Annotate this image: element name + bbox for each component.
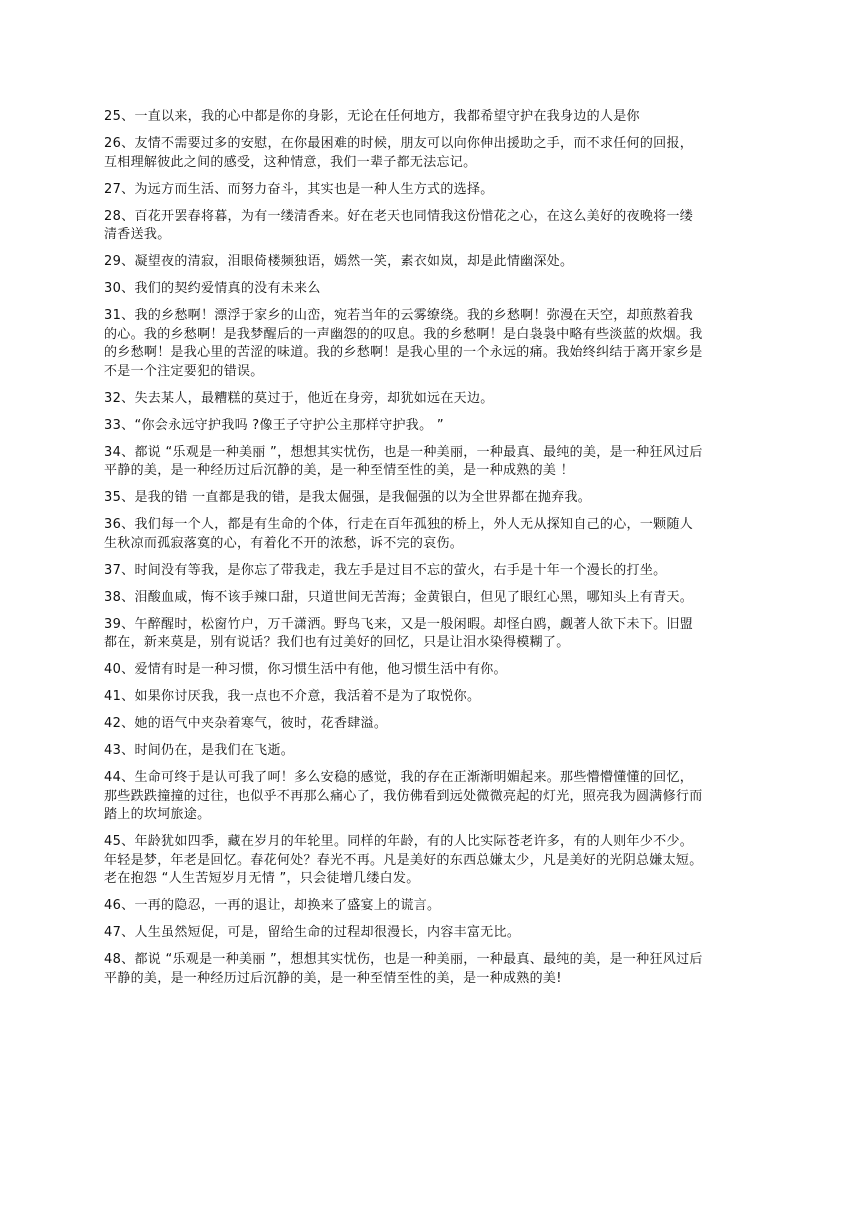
quote-entry: 46、一再的隐忍，一再的退让，却换来了盛宴上的谎言。 — [104, 898, 441, 913]
quote-entry: 27、为远方而生活、而努力奋斗，其实也是一种人生方式的选择。 — [104, 181, 494, 197]
document-body — [104, 108, 704, 997]
quote-entry: 29、凝望夜的清寂，泪眼倚楼频独语，嫣然一笑，素衣如岚，却是此情幽深处。 — [104, 254, 574, 269]
quote-entry: 48、都说 “乐观是一种美丽 ”，想想其实忧伤，也是一种美丽，一种最真、最纯的美，是一种狂风过后平静的美，是一种经历过后沉静的美，是一种至情至性的美，是一种成熟的美! — [104, 952, 703, 986]
quote-entry: 35、是我的错 一直都是我的错，是我太倔强，是我倔强的以为全世界都在抛弃我。 — [104, 490, 592, 505]
quote-entry: 30、我们的契约爱情真的没有未来么 — [104, 281, 321, 296]
quote-entry: 34、都说 “乐观是一种美丽 ”，想想其实忧伤，也是一种美丽，一种最真、最纯的美，是一种狂风过后平静的美，是一种经历过后沉静的美，是一种至情至性的美，是一种成熟的美 ！ — [104, 444, 703, 478]
quote-entry: 39、午醉醒时，松窗竹户，万千潇洒。野鸟飞来，又是一般闲暇。却怪白鸥，觑著人欲下未下。旧盟都在，新来莫是，别有说话？我们也有过美好的回忆，只是让泪水染得模糊了。 — [104, 616, 694, 650]
quote-entry: 32、失去某人，最糟糕的莫过于，他近在身旁，却犹如远在天边。 — [104, 390, 494, 406]
quote-entry: 42、她的语气中夹杂着寒气，彼时，花香肆溢。 — [104, 716, 388, 731]
quote-entry: 43、时间仍在，是我们在飞逝。 — [104, 743, 295, 758]
quote-entry: 28、百花开罢春将暮，为有一缕清香来。好在老天也同情我这份惜花之心，在这么美好的夜晚将一缕清香送我。 — [104, 208, 694, 242]
quote-entry: 26、友情不需要过多的安慰，在你最困难的时候，朋友可以向你伸出援助之手，而不求任何的回报，互相理解彼此之间的感受，这种情意，我们一辈子都无法忘记。 — [104, 136, 694, 170]
quote-entry: 38、泪酸血咸，悔不该手辣口甜，只道世间无苦海；金黄银白，但见了眼红心黑，哪知头上有青天。 — [104, 589, 694, 605]
quote-entry: 33、“你会永远守护我吗 ?像王子守护公主那样守护我。 ” — [104, 417, 444, 433]
quote-entry: 40、爱情有时是一种习惯，你习惯生活中有他，他习惯生活中有你。 — [104, 662, 507, 677]
quote-entry: 37、时间没有等我，是你忘了带我走，我左手是过目不忘的萤火，右手是十年一个漫长的打坐。 — [104, 562, 667, 578]
quote-entry: 41、如果你讨厌我，我一点也不介意，我活着不是为了取悦你。 — [104, 689, 481, 704]
quote-entry: 44、生命可终于是认可我了呵！多么安稳的感觉，我的存在正渐渐明媚起来。那些懵懵懂懂的回忆，那些跌跌撞撞的过往，也似乎不再那么痛心了，我仿佛看到远处微微亮起的灯光，照亮我为圆满修行而踏上的坎坷旅途。 — [104, 770, 703, 822]
quote-entry: 31、我的乡愁啊！漂浮于家乡的山峦，宛若当年的云雾缭绕。我的乡愁啊！弥漫在天空，却煎熬着我的心。我的乡愁啊！是我梦醒后的一声幽怨的的叹息。我的乡愁啊！是白袅袅中略有些淡蓝的炊烟。我的乡愁啊！是我心里的苦涩的味道。我的乡愁啊！是我心里的一个永远的痛。我始终纠结于离开家乡是不是一个注定要犯的错误。 — [104, 308, 703, 379]
quote-entry: 45、年龄犹如四季，藏在岁月的年轮里。同样的年龄，有的人比实际苍老许多，有的人则年少不少。年轻是梦，年老是回忆。春花何处？春光不再。凡是美好的东西总嫌太少，凡是美好的光阴总嫌太短。老在抱怨 “人生苦短岁月无情 ”，只会徒增几缕白发。 — [104, 834, 703, 886]
quote-entry: 36、我们每一个人，都是有生命的个体，行走在百年孤独的桥上，外人无从探知自己的心，一颗随人生秋凉而孤寂落寞的心，有着化不开的浓愁，诉不完的哀伤。 — [104, 517, 694, 551]
quote-entry: 25、一直以来，我的心中都是你的身影，无论在任何地方，我都希望守护在我身边的人是你 — [104, 109, 640, 124]
quote-entry: 47、人生虽然短促，可是，留给生命的过程却很漫长，内容丰富无比。 — [104, 925, 521, 940]
